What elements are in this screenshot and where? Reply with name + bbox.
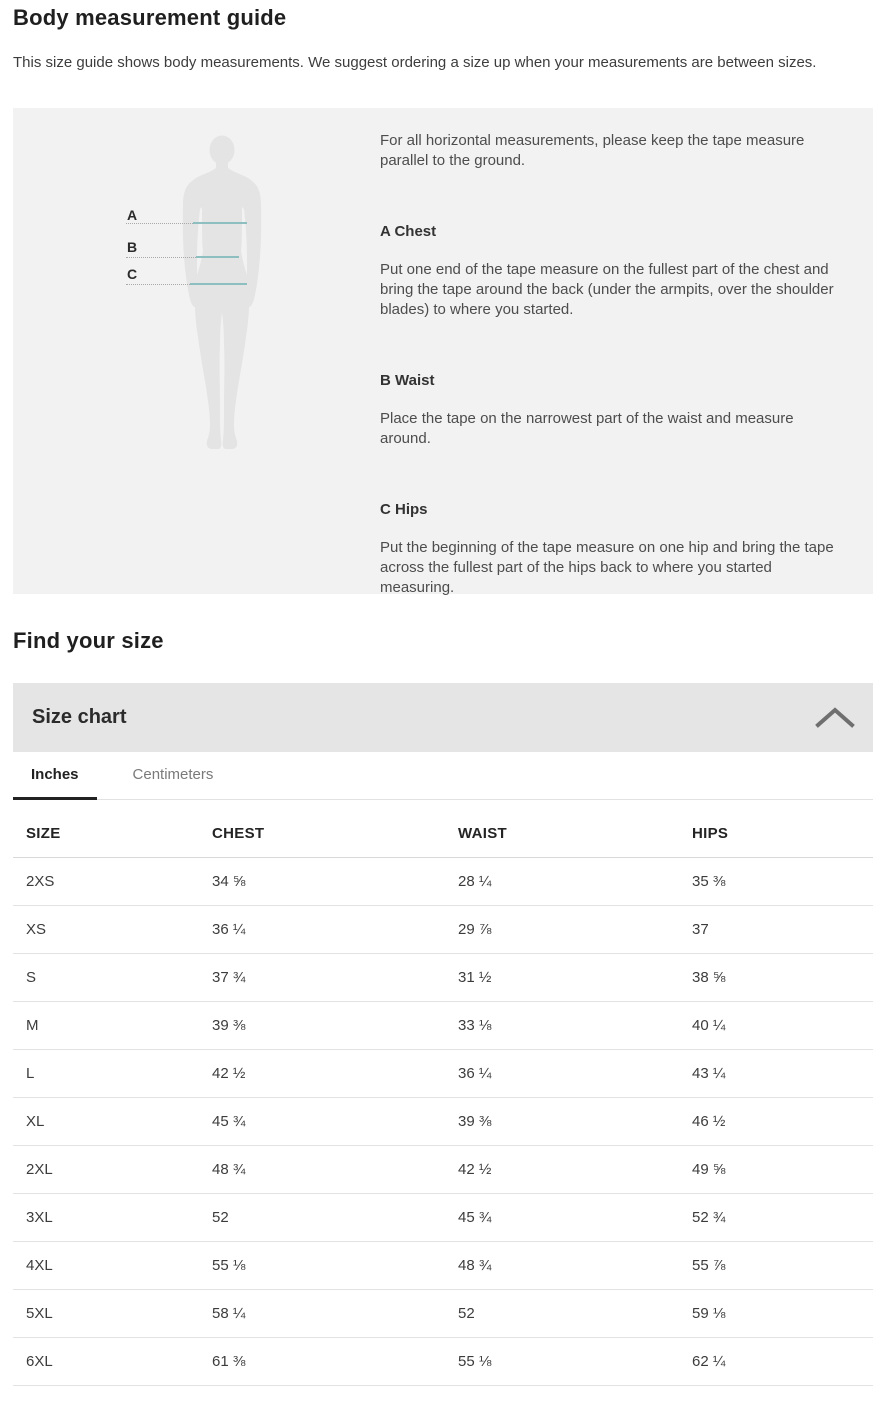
table-cell: 48 ¾	[199, 1145, 445, 1193]
table-cell: 29 ⅞	[445, 905, 679, 953]
table-cell: 39 ⅜	[445, 1097, 679, 1145]
table-cell: 48 ¾	[445, 1241, 679, 1289]
chest-section-description: Put one end of the tape measure on the fullest part of the chest and bring the tape around the back (under the armpits, over the shoulder blades) to where you started.	[380, 261, 834, 318]
table-header-row	[13, 810, 873, 857]
instructions-intro: For all horizontal measurements, please keep the tape measure parallel to the ground.	[380, 132, 805, 169]
table-cell: 45 ¾	[445, 1193, 679, 1241]
table-cell: 4XL	[13, 1241, 199, 1289]
table-cell: 36 ¼	[445, 1049, 679, 1097]
unit-tabs	[13, 752, 873, 800]
hips-section-heading: C Hips	[380, 501, 428, 518]
table-cell: 52 ¾	[679, 1193, 873, 1241]
table-row	[13, 905, 873, 953]
hips-section-description: Put the beginning of the tape measure on one hip and bring the tape across the fullest part of the hips back to where you started measuring.	[380, 539, 834, 596]
chevron-up-icon	[815, 707, 855, 728]
table-row	[13, 1145, 873, 1193]
table-row	[13, 953, 873, 1001]
table-cell: 52	[199, 1193, 445, 1241]
table-cell: XS	[13, 905, 199, 953]
table-cell: 2XS	[13, 857, 199, 905]
table-row	[13, 1049, 873, 1097]
measurement-guide-panel	[13, 108, 873, 594]
table-cell: 3XL	[13, 1193, 199, 1241]
table-cell: 39 ⅜	[199, 1001, 445, 1049]
table-cell: 58 ¼	[199, 1289, 445, 1337]
chest-measure-line	[193, 222, 247, 224]
table-cell: 55 ⅞	[679, 1241, 873, 1289]
tab-centimeters[interactable]: Centimeters	[132, 766, 214, 783]
waist-section-description: Place the tape on the narrowest part of the waist and measure around.	[380, 410, 794, 447]
size-table-body	[13, 857, 873, 1385]
tab-inches[interactable]: Inches	[13, 752, 97, 800]
table-cell: 42 ½	[445, 1145, 679, 1193]
table-cell: 49 ⅝	[679, 1145, 873, 1193]
dotted-leader-line-b	[126, 257, 196, 258]
size-chart-table-wrap	[13, 810, 873, 1386]
table-row	[13, 1097, 873, 1145]
table-cell: 46 ½	[679, 1097, 873, 1145]
table-row	[13, 1193, 873, 1241]
table-cell: 37	[679, 905, 873, 953]
table-cell: 40 ¼	[679, 1001, 873, 1049]
table-cell: 5XL	[13, 1289, 199, 1337]
figure-label-c: C	[127, 266, 138, 282]
table-cell: 38 ⅝	[679, 953, 873, 1001]
table-row	[13, 1289, 873, 1337]
page-subtitle: This size guide shows body measurements. We suggest ordering a size up when your measurements are between sizes.	[13, 54, 817, 71]
dotted-leader-line-c	[126, 284, 190, 285]
table-cell: 42 ½	[199, 1049, 445, 1097]
table-cell: 52	[445, 1289, 679, 1337]
chest-section-heading: A Chest	[380, 223, 437, 240]
column-header-size: SIZE	[13, 810, 199, 857]
table-cell: 55 ⅛	[199, 1241, 445, 1289]
table-cell: 45 ¾	[199, 1097, 445, 1145]
table-cell: 62 ¼	[679, 1337, 873, 1385]
table-cell: 59 ⅛	[679, 1289, 873, 1337]
table-cell: 28 ¼	[445, 857, 679, 905]
column-header-waist: WAIST	[445, 810, 679, 857]
table-cell: 6XL	[13, 1337, 199, 1385]
table-row	[13, 857, 873, 905]
table-cell: 35 ⅜	[679, 857, 873, 905]
table-cell: 34 ⅝	[199, 857, 445, 905]
table-cell: 36 ¼	[199, 905, 445, 953]
column-header-hips: HIPS	[679, 810, 873, 857]
dotted-leader-line-a	[126, 223, 193, 224]
find-your-size-heading: Find your size	[13, 628, 164, 653]
page-title: Body measurement guide	[13, 5, 287, 30]
table-cell: M	[13, 1001, 199, 1049]
table-cell: 31 ½	[445, 953, 679, 1001]
body-silhouette-illustration	[180, 135, 264, 450]
table-cell: 55 ⅛	[445, 1337, 679, 1385]
waist-measure-line	[196, 256, 239, 258]
measurement-instructions	[380, 131, 846, 650]
column-header-chest: CHEST	[199, 810, 445, 857]
size-chart-accordion-toggle[interactable]	[13, 683, 873, 752]
table-cell: 61 ⅜	[199, 1337, 445, 1385]
waist-section-heading: B Waist	[380, 372, 435, 389]
table-cell: 33 ⅛	[445, 1001, 679, 1049]
table-cell: 2XL	[13, 1145, 199, 1193]
size-chart-accordion-label: Size chart	[32, 706, 127, 728]
table-cell: S	[13, 953, 199, 1001]
figure-label-a: A	[127, 207, 138, 223]
table-cell: 37 ¾	[199, 953, 445, 1001]
hips-measure-line	[190, 283, 247, 285]
table-cell: L	[13, 1049, 199, 1097]
table-row	[13, 1001, 873, 1049]
figure-label-b: B	[127, 239, 138, 255]
table-row	[13, 1241, 873, 1289]
table-cell: XL	[13, 1097, 199, 1145]
size-chart-table	[13, 810, 873, 1386]
table-cell: 43 ¼	[679, 1049, 873, 1097]
table-row	[13, 1337, 873, 1385]
